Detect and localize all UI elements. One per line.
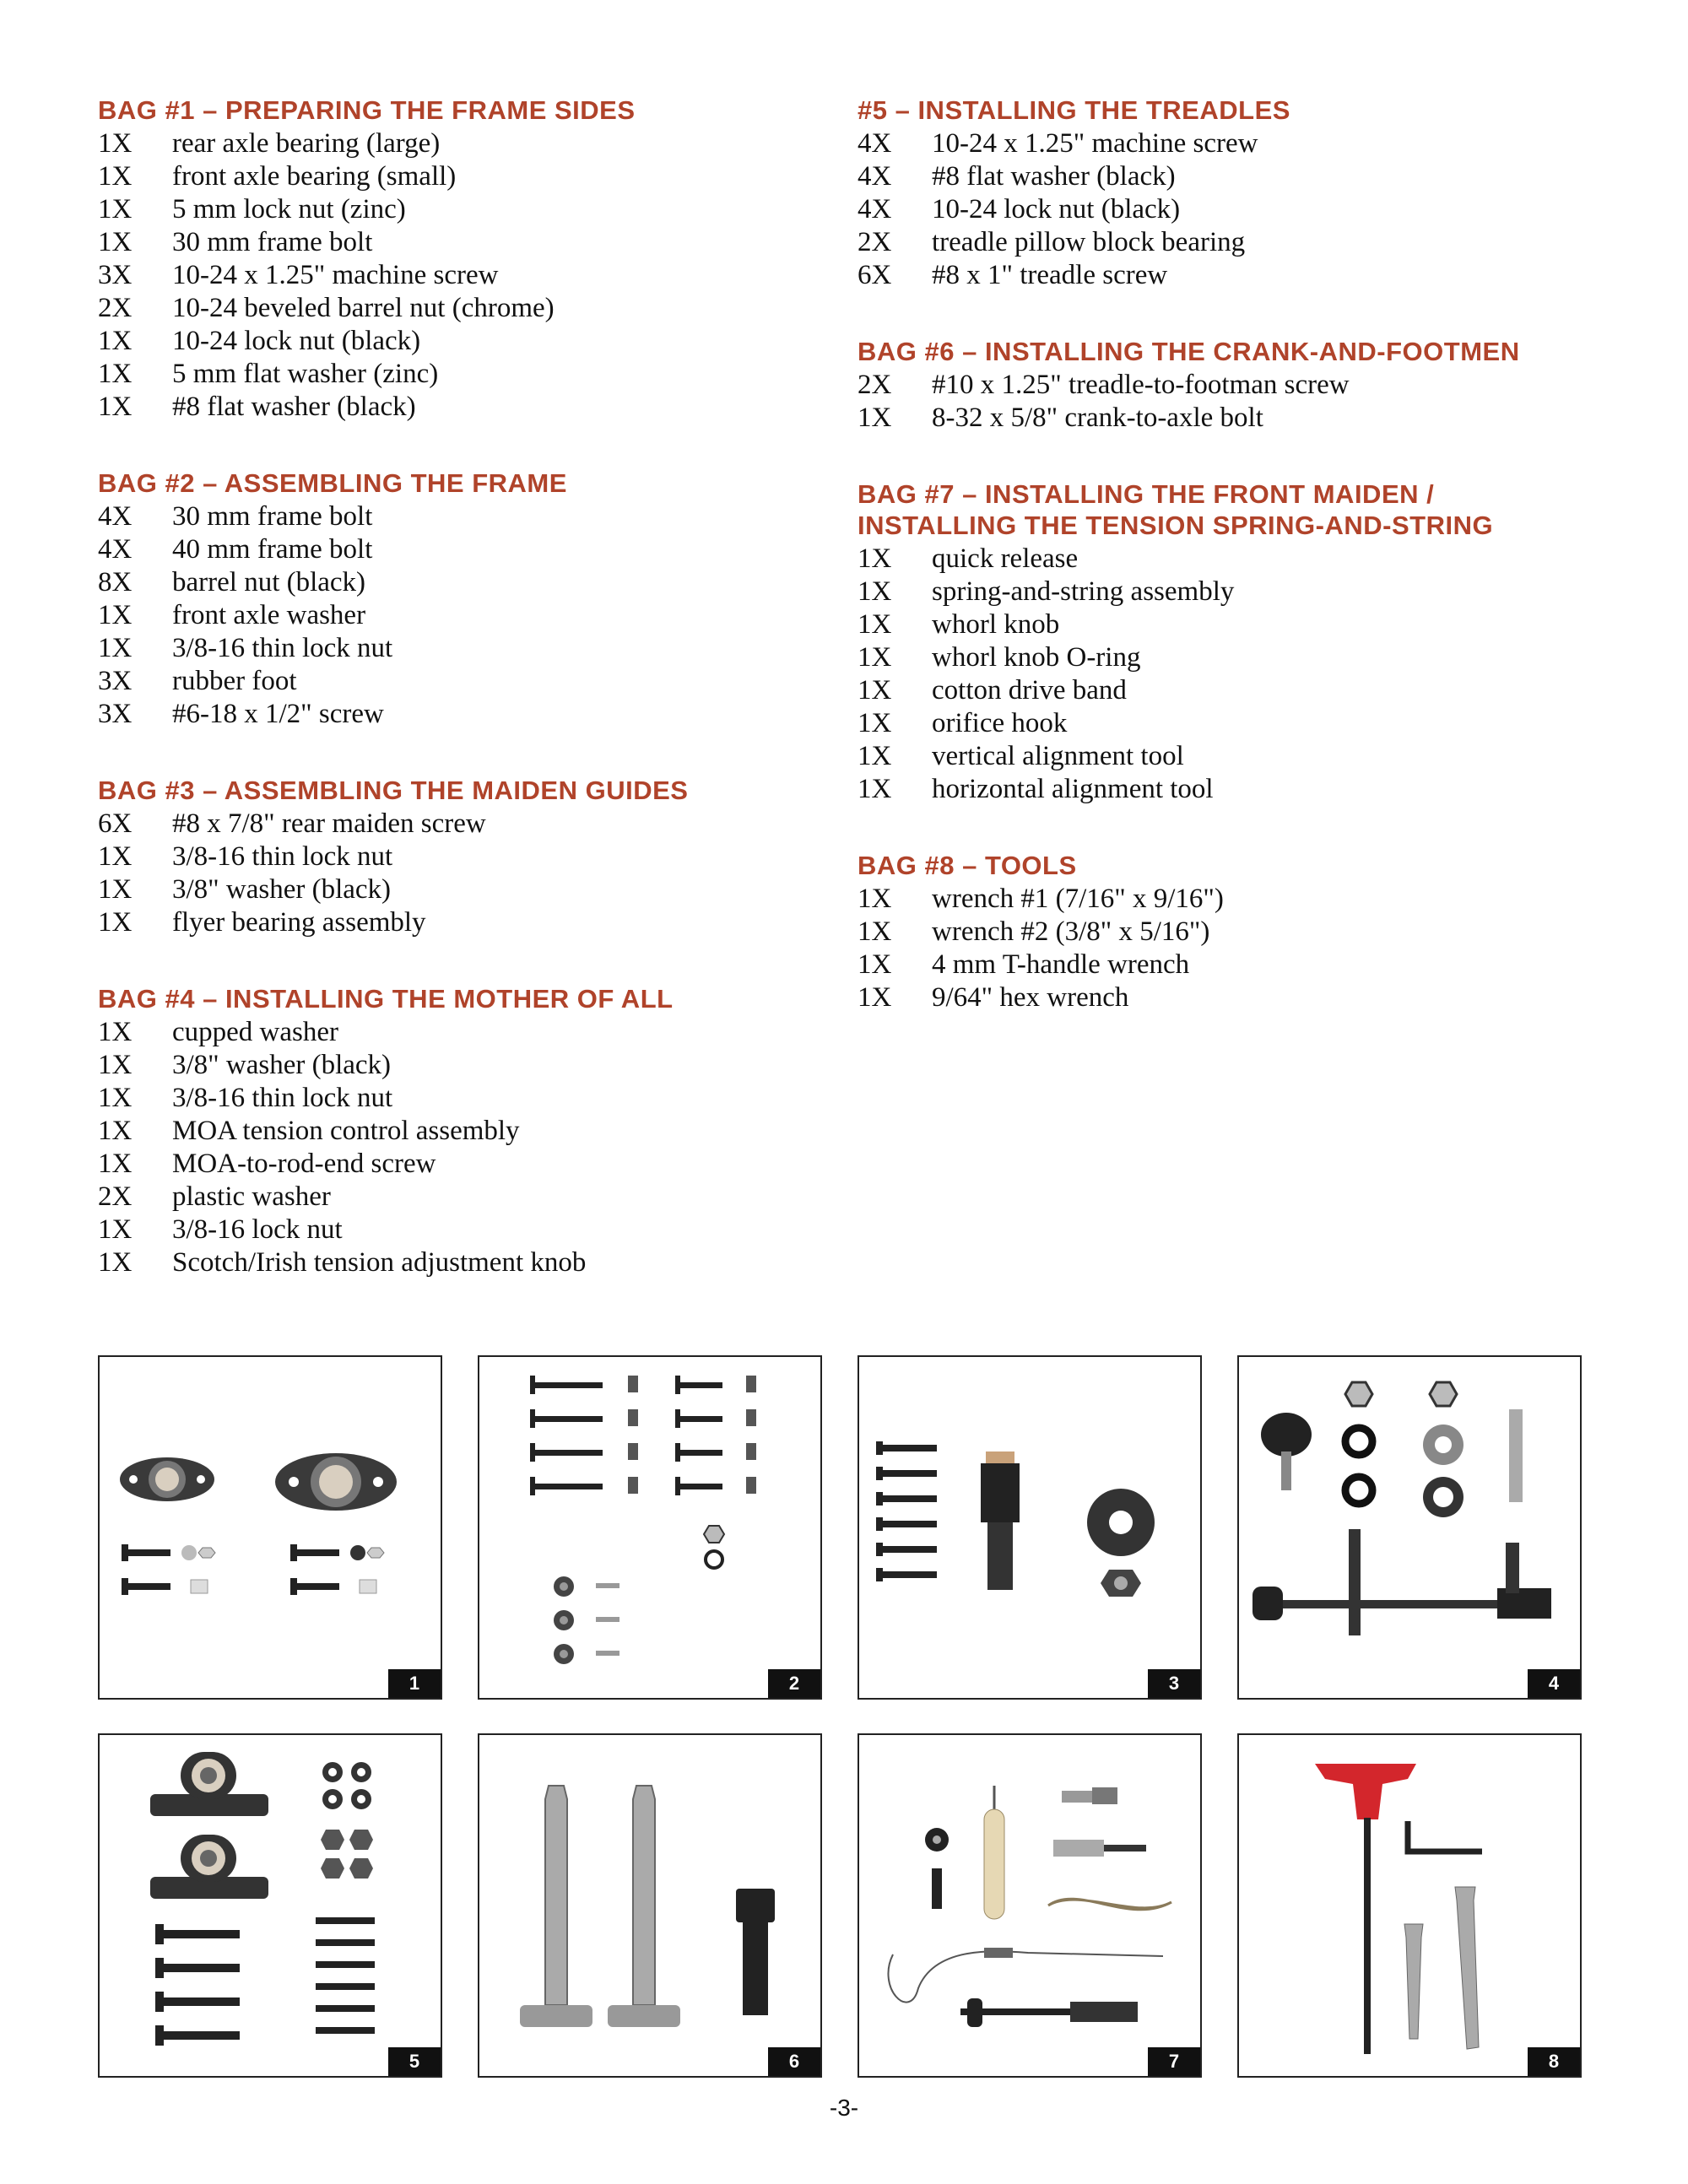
part-name: barrel nut (black) — [172, 567, 366, 597]
part-name: whorl knob — [932, 609, 1060, 640]
bag-3-parts-illustration — [859, 1357, 1200, 1698]
part-quantity: 1X — [98, 907, 133, 938]
part-name: 10-24 lock nut (black) — [932, 194, 1181, 224]
panel-number: 2 — [768, 1669, 820, 1698]
part-row — [98, 1049, 841, 1082]
part-name: rear axle bearing (large) — [172, 128, 441, 159]
lock-nut-washer-icon — [704, 1526, 724, 1568]
part-quantity: 1X — [858, 741, 892, 771]
part-row — [858, 674, 1617, 707]
part-row — [98, 632, 841, 665]
parts-list-section — [98, 95, 841, 424]
part-quantity: 1X — [858, 708, 892, 738]
part-row — [98, 1115, 841, 1148]
part-name: 30 mm frame bolt — [172, 501, 373, 532]
parts-list-section — [98, 468, 841, 731]
panel-number: 8 — [1528, 2047, 1580, 2076]
lock-nut-and-washer-icon — [181, 1545, 384, 1593]
flat-washer-icon — [322, 1762, 371, 1809]
bag-1-photo-panel — [98, 1355, 442, 1700]
section-heading: BAG #6 – INSTALLING THE CRANK-AND-FOOTMEN — [858, 337, 1520, 366]
part-row — [98, 325, 841, 358]
part-row — [858, 949, 1617, 981]
part-row — [858, 160, 1617, 193]
alignment-tool-icon — [960, 1998, 1138, 2027]
section-heading: BAG #2 – ASSEMBLING THE FRAME — [98, 468, 567, 498]
quick-release-icon — [1053, 1787, 1146, 1857]
part-row — [858, 576, 1617, 608]
whorl-knob-icon — [925, 1828, 949, 1909]
part-quantity: 4X — [858, 194, 892, 224]
page-number: -3- — [829, 2095, 859, 2121]
bag-2-parts-illustration — [479, 1357, 820, 1698]
part-row — [858, 740, 1617, 773]
part-name: #8 x 1" treadle screw — [932, 260, 1168, 290]
treadle-screw-icon — [316, 1917, 375, 2034]
part-row — [858, 981, 1617, 1014]
hex-wrench-icon — [1408, 1821, 1482, 1852]
rear-axle-bearing-icon — [275, 1453, 397, 1511]
part-quantity: 1X — [858, 403, 892, 433]
part-row — [98, 533, 841, 566]
part-name: rubber foot — [172, 666, 297, 696]
part-name: MOA-to-rod-end screw — [172, 1149, 436, 1179]
bag-4-parts-illustration — [1239, 1357, 1580, 1698]
part-quantity: 1X — [98, 161, 133, 192]
section-heading: BAG #1 – PREPARING THE FRAME SIDES — [98, 95, 636, 125]
part-quantity: 4X — [98, 534, 133, 565]
part-row — [98, 873, 841, 906]
parts-list-section — [858, 478, 1617, 806]
part-row — [98, 1148, 841, 1181]
part-name: 5 mm flat washer (zinc) — [172, 359, 439, 389]
bag-8-photo-panel — [1237, 1733, 1582, 2078]
part-name: 3/8-16 thin lock nut — [172, 633, 393, 663]
section-heading: BAG #7 – INSTALLING THE FRONT MAIDEN / INSTALLING THE TENSION SPRING-AND-STRING — [858, 479, 1494, 540]
spring-and-string-icon — [888, 1948, 1163, 2003]
part-quantity: 1X — [98, 1116, 133, 1146]
parts-list-section — [858, 336, 1617, 435]
part-quantity: 1X — [858, 982, 892, 1013]
part-quantity: 1X — [98, 633, 133, 663]
tension-knob-icon — [1261, 1413, 1312, 1490]
part-name: 3/8-16 thin lock nut — [172, 841, 393, 872]
part-row — [858, 916, 1617, 949]
bag-2-photo-panel — [478, 1355, 822, 1700]
part-row — [98, 1181, 841, 1214]
part-name: whorl knob O-ring — [932, 642, 1141, 673]
t-handle-wrench-icon — [1315, 1764, 1416, 2054]
part-name: 10-24 beveled barrel nut (chrome) — [172, 293, 555, 323]
part-name: plastic washer — [172, 1181, 331, 1212]
part-quantity: 1X — [858, 543, 892, 574]
part-quantity: 1X — [858, 576, 892, 607]
part-row — [98, 259, 841, 292]
part-quantity: 8X — [98, 567, 133, 597]
part-row — [98, 1214, 841, 1246]
part-quantity: 1X — [98, 1214, 133, 1245]
orifice-hook-icon — [984, 1786, 1004, 1919]
moa-to-rod-end-screw-icon — [1509, 1409, 1523, 1502]
part-row — [98, 808, 841, 841]
cotton-drive-band-icon — [1048, 1899, 1171, 1910]
part-name: 40 mm frame bolt — [172, 534, 373, 565]
part-name: 10-24 lock nut (black) — [172, 326, 421, 356]
part-quantity: 1X — [98, 874, 133, 905]
part-row — [98, 127, 841, 160]
part-quantity: 1X — [98, 326, 133, 356]
bag-7-photo-panel — [858, 1733, 1202, 2078]
rear-maiden-screw-icon — [876, 1441, 937, 1581]
plastic-washer-icon — [1345, 1428, 1372, 1504]
part-quantity: 1X — [858, 774, 892, 804]
part-row — [98, 599, 841, 632]
part-quantity: 1X — [98, 392, 133, 422]
part-row — [98, 841, 841, 873]
front-axle-bearing-icon — [120, 1457, 214, 1501]
part-name: MOA tension control assembly — [172, 1116, 520, 1146]
part-quantity: 2X — [98, 1181, 133, 1212]
part-quantity: 4X — [98, 501, 133, 532]
part-row — [98, 226, 841, 259]
panel-number: 7 — [1148, 2047, 1200, 2076]
part-name: #8 flat washer (black) — [932, 161, 1176, 192]
part-row — [98, 698, 841, 731]
part-name: Scotch/Irish tension adjustment knob — [172, 1247, 587, 1278]
part-row — [858, 641, 1617, 674]
part-quantity: 1X — [98, 1247, 133, 1278]
part-name: #10 x 1.25" treadle-to-footman screw — [932, 370, 1350, 400]
part-quantity: 3X — [98, 666, 133, 696]
open-end-wrench-icon — [1404, 1887, 1479, 2049]
part-quantity: 1X — [98, 1083, 133, 1113]
section-heading: #5 – INSTALLING THE TREADLES — [858, 95, 1290, 125]
frame-bolt-icon — [530, 1376, 722, 1495]
part-name: #8 flat washer (black) — [172, 392, 416, 422]
part-name: front axle washer — [172, 600, 366, 630]
panel-number: 3 — [1148, 1669, 1200, 1698]
lock-nut-icon — [321, 1830, 373, 1879]
part-name: 4 mm T-handle wrench — [932, 949, 1190, 980]
part-row — [858, 608, 1617, 641]
part-row — [858, 259, 1617, 292]
part-row — [858, 773, 1617, 806]
part-quantity: 1X — [858, 884, 892, 914]
part-quantity: 3X — [98, 699, 133, 729]
part-quantity: 1X — [858, 916, 892, 947]
part-name: #8 x 7/8" rear maiden screw — [172, 808, 486, 839]
washer-and-nut-icon — [1087, 1489, 1155, 1597]
part-quantity: 2X — [98, 293, 133, 323]
part-quantity: 1X — [98, 194, 133, 224]
part-quantity: 1X — [858, 642, 892, 673]
rubber-foot-icon — [554, 1576, 619, 1664]
part-name: 3/8" washer (black) — [172, 1050, 392, 1080]
section-heading: BAG #3 – ASSEMBLING THE MAIDEN GUIDES — [98, 776, 689, 805]
bag-6-parts-illustration — [479, 1735, 820, 2076]
part-quantity: 1X — [98, 1017, 133, 1047]
section-heading: BAG #4 – INSTALLING THE MOTHER OF ALL — [98, 984, 674, 1014]
part-quantity: 1X — [98, 1050, 133, 1080]
machine-screw-icon — [155, 1924, 240, 2046]
part-quantity: 1X — [98, 1149, 133, 1179]
parts-list-section — [858, 850, 1617, 1014]
part-row — [98, 1016, 841, 1049]
part-quantity: 4X — [858, 128, 892, 159]
panel-number: 6 — [768, 2047, 820, 2076]
part-name: vertical alignment tool — [932, 741, 1184, 771]
parts-list-section — [858, 95, 1617, 292]
part-name: 10-24 x 1.25" machine screw — [172, 260, 499, 290]
part-name: 30 mm frame bolt — [172, 227, 373, 257]
part-name: front axle bearing (small) — [172, 161, 457, 192]
part-name: 9/64" hex wrench — [932, 982, 1129, 1013]
treadle-to-footman-screw-icon — [520, 1786, 680, 2027]
right-column — [858, 95, 1617, 1058]
part-row — [858, 707, 1617, 740]
part-row — [858, 543, 1617, 576]
part-quantity: 1X — [98, 600, 133, 630]
bag-1-parts-illustration — [100, 1357, 441, 1698]
moa-tension-control-icon — [1252, 1529, 1551, 1635]
bag-5-photo-panel — [98, 1733, 442, 2078]
part-quantity: 1X — [858, 609, 892, 640]
part-name: treadle pillow block bearing — [932, 227, 1246, 257]
part-row — [858, 193, 1617, 226]
part-row — [858, 402, 1617, 435]
part-name: 10-24 x 1.25" machine screw — [932, 128, 1258, 159]
part-row — [858, 226, 1617, 259]
bag-6-photo-panel — [478, 1733, 822, 2078]
panel-number: 5 — [388, 2047, 441, 2076]
part-row — [98, 566, 841, 599]
part-name: 8-32 x 5/8" crank-to-axle bolt — [932, 403, 1263, 433]
part-row — [858, 369, 1617, 402]
bag-4-photo-panel — [1237, 1355, 1582, 1700]
part-row — [98, 358, 841, 391]
part-name: 3/8-16 lock nut — [172, 1214, 343, 1245]
part-quantity: 2X — [858, 370, 892, 400]
part-quantity: 1X — [98, 227, 133, 257]
part-quantity: 6X — [98, 808, 133, 839]
panel-number: 4 — [1528, 1669, 1580, 1698]
part-row — [98, 391, 841, 424]
part-row — [858, 883, 1617, 916]
part-row — [98, 160, 841, 193]
part-row — [98, 193, 841, 226]
parts-list-section — [98, 775, 841, 939]
part-name: #6-18 x 1/2" screw — [172, 699, 384, 729]
part-name: quick release — [932, 543, 1079, 574]
part-quantity: 1X — [98, 128, 133, 159]
part-row — [98, 906, 841, 939]
part-row — [858, 127, 1617, 160]
part-quantity: 1X — [858, 675, 892, 705]
part-name: flyer bearing assembly — [172, 907, 426, 938]
part-quantity: 3X — [98, 260, 133, 290]
part-name: 3/8" washer (black) — [172, 874, 392, 905]
cupped-washer-icon — [1423, 1424, 1463, 1517]
part-quantity: 4X — [858, 161, 892, 192]
part-row — [98, 292, 841, 325]
section-heading: BAG #8 – TOOLS — [858, 851, 1077, 880]
part-name: 5 mm lock nut (zinc) — [172, 194, 406, 224]
bag-7-parts-illustration — [859, 1735, 1200, 2076]
panel-number: 1 — [388, 1669, 441, 1698]
bag-5-parts-illustration — [100, 1735, 441, 2076]
lock-nut-icon — [1345, 1382, 1457, 1406]
bag-3-photo-panel — [858, 1355, 1202, 1700]
part-name: 3/8-16 thin lock nut — [172, 1083, 393, 1113]
part-row — [98, 665, 841, 698]
part-name: cotton drive band — [932, 675, 1127, 705]
part-row — [98, 500, 841, 533]
part-name: wrench #1 (7/16" x 9/16") — [932, 884, 1224, 914]
barrel-nut-icon — [628, 1376, 756, 1494]
part-name: wrench #2 (3/8" x 5/16") — [932, 916, 1210, 947]
treadle-pillow-block-bearing-icon — [150, 1752, 268, 1899]
machine-screw-icon — [122, 1544, 339, 1595]
part-row — [98, 1246, 841, 1279]
part-name: spring-and-string assembly — [932, 576, 1235, 607]
parts-list-section — [98, 983, 841, 1279]
part-quantity: 1X — [98, 359, 133, 389]
part-name: cupped washer — [172, 1017, 339, 1047]
bag-8-parts-illustration — [1239, 1735, 1580, 2076]
part-name: horizontal alignment tool — [932, 774, 1214, 804]
part-quantity: 1X — [858, 949, 892, 980]
part-quantity: 2X — [858, 227, 892, 257]
part-quantity: 1X — [98, 841, 133, 872]
part-name: orifice hook — [932, 708, 1068, 738]
part-quantity: 6X — [858, 260, 892, 290]
crank-to-axle-bolt-icon — [736, 1889, 775, 2015]
flyer-bearing-assembly-icon — [981, 1451, 1020, 1590]
left-column — [98, 95, 841, 1323]
part-row — [98, 1082, 841, 1115]
